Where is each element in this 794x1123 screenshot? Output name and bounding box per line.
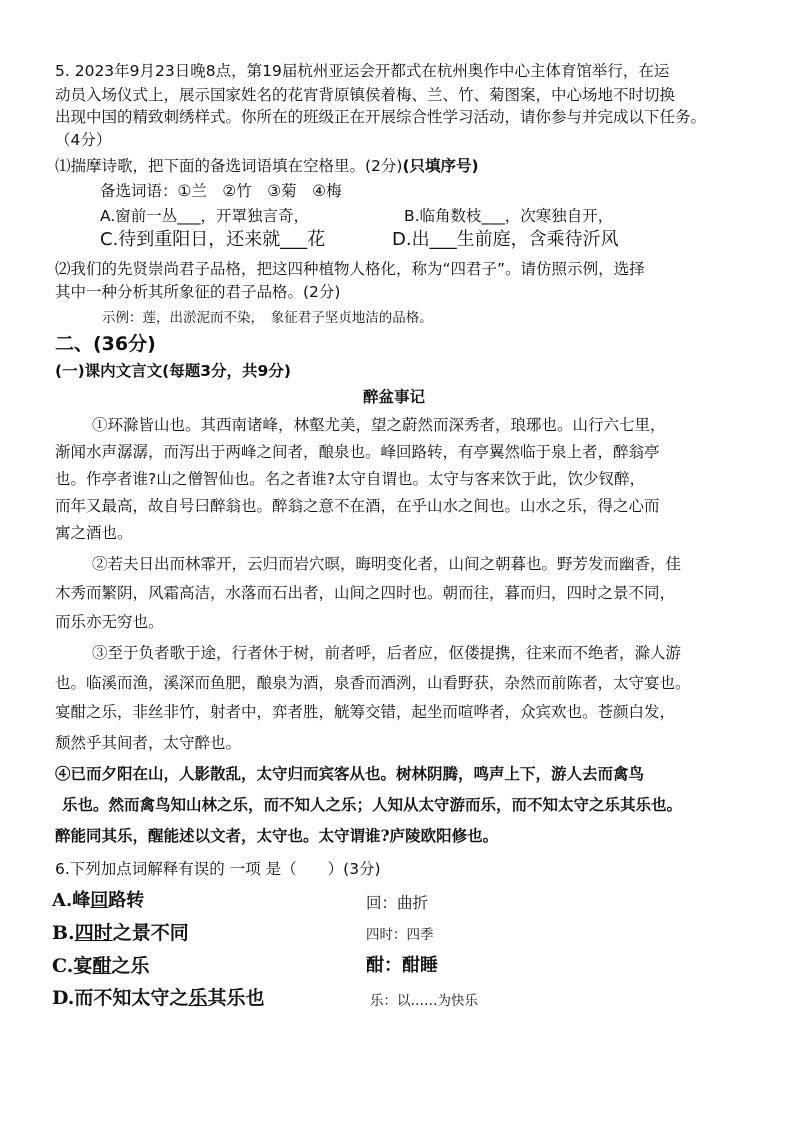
q5-option-c: C.待到重阳日，还来就___花 (100, 229, 326, 250)
passage-p3-line-3: 宴酣之乐，非丝非竹，射者中，弈者胜，觥筹交错，起坐而喧哗者，众宾欢也。苍颜白发， (55, 703, 676, 721)
passage-p1-line-5: 寓之酒也。 (55, 524, 133, 542)
q5-sub2-line-1: ⑵我们的先贤崇尚君子品格，把这四种植物人格化，称为“四君子”。请仿照示例，选择 (55, 260, 645, 278)
passage-p4-line-3: 醉能同其乐，醒能述以文者，太守也。太守谓谁?庐陵欧阳修也。 (55, 826, 499, 845)
passage-p4-line-1: ④已而夕阳在山，人影散乱，太守归而宾客从也。树林阴腾，鸣声上下，游人去而禽鸟 (55, 764, 645, 783)
q5-option-b: B.临角数枝___，次寒独自开， (404, 207, 614, 225)
section2-heading: 二、(36分) (55, 333, 156, 355)
q6-c-dotted-word: 酣 (92, 955, 112, 977)
q6-b-suffix: 之景不同 (112, 922, 189, 944)
q5-line-1: 5. 2023年9月23日晚8点，第19届杭州亚运会开都式在杭州奥作中心主体育馆举行，在运 (55, 62, 670, 80)
passage-p2-line-3: 而乐亦无穷也。 (55, 613, 164, 631)
passage-p3-line-2: 也。临溪而渔，溪深而鱼肥，酿泉为酒，泉香而酒洌，山看野获，杂然而前陈者，太守宴也。 (55, 674, 691, 692)
q6-c-prefix: C.宴 (52, 955, 93, 977)
q5-example: 示例：莲，出淤泥而不染， 象征君子坚贞地洁的品格。 (102, 310, 433, 326)
q6-d-suffix: 其乐也 (207, 987, 265, 1009)
passage-p4-line-2: 乐也。然而禽鸟知山林之乐，而不知人之乐；人知从太守游而乐，而不知太守之乐其乐也。 (62, 795, 683, 814)
q6-d-explanation: 乐：以……为快乐 (370, 993, 478, 1009)
q6-option-d (52, 987, 264, 1009)
passage-p2-line-2: 木秀而繁阴，风霜高洁，水落而石出者，山间之四时也。朝而往，暮而归，四时之景不同， (55, 584, 676, 602)
q6-a-dotted-word: 回 (90, 890, 109, 911)
passage-p1-line-3: 也。作亭者谁?山之僧智仙也。名之者谁?太守自谓也。太守与客来饮于此，饮少钗醉， (55, 470, 645, 488)
q6-a-prefix: A.峰 (52, 890, 91, 911)
q6-option-a (52, 890, 144, 912)
q6-c-explanation: 酣：酣睡 (366, 955, 438, 976)
q6-a-explanation: 回：曲折 (366, 894, 429, 912)
q6-stem: 6.下列加点词解释有误的 一项 是（ ）(3分) (55, 860, 381, 878)
q6-c-suffix: 之乐 (111, 955, 150, 977)
q6-a-suffix: 路转 (108, 890, 145, 911)
q6-option-b (52, 922, 189, 944)
q6-b-prefix: B. (52, 922, 75, 944)
q5-sub1-note: (只填序号) (402, 157, 479, 175)
passage-p1-line-2: 渐闻水声潺潺，而泻出于两峰之间者，酿泉也。峰回路转，有亭翼然临于泉上者，醉翁亭 (55, 443, 660, 461)
passage-p3-line-1: ③至于负者歌于途，行者休于树，前者呼，后者应，伛偻提携，往来而不绝者，滁人游 (92, 644, 682, 662)
q5-options: 备选词语：①兰 ②竹 ③菊 ④梅 (100, 182, 342, 200)
q6-d-prefix: D.而不知太守之 (52, 987, 189, 1009)
q5-option-a: A.窗前一丛___，开罩独言奇， (100, 207, 310, 225)
q5-option-d: D.出___生前庭，含乘待沂风 (392, 229, 619, 250)
q6-b-dotted-word: 四时 (74, 922, 113, 944)
q5-sub1-title (55, 155, 479, 177)
q6-d-dotted-word: 乐 (188, 987, 208, 1009)
passage-p1-line-1: ①环滁皆山也。其西南诸峰，林壑尤美，望之蔚然而深秀者，琅琊也。山行六七里， (92, 416, 666, 434)
q5-line-2: 动员入场仪式上，展示国家姓名的花宵背原镇侯着梅、兰、竹、菊图案，中心场地不时切换 (55, 86, 676, 104)
q5-line-3: 出现中国的精致刺绣样式。你所在的班级正在开展综合性学习活动，请你参与并完成以下任务。 (55, 108, 707, 126)
q6-b-explanation: 四时：四季 (366, 927, 434, 943)
q6-option-c (52, 955, 149, 977)
passage-p1-line-4: 而年又最高，故自号曰醉翁也。醉翁之意不在酒，在乎山水之间也。山水之乐，得之心而 (55, 497, 660, 515)
q5-sub1-text: ⑴揣摩诗歌，把下面的备选词语填在空格里。(2分) (55, 157, 403, 175)
section2-subheading: (一)课内文言文(每题3分，共9分) (55, 362, 291, 380)
passage-p2-line-1: ②若夫日出而林霏开，云归而岩穴暝，晦明变化者，山间之朝暮也。野芳发而幽香，佳 (92, 555, 682, 573)
passage-p3-line-4: 颓然乎其间者，太守醉也。 (55, 734, 242, 752)
passage-title: 醉盆事记 (363, 388, 426, 406)
q5-sub2-line-2: 其中一种分析其所象征的君子品格。(2分) (55, 283, 341, 301)
q5-score: （4分） (55, 131, 112, 149)
